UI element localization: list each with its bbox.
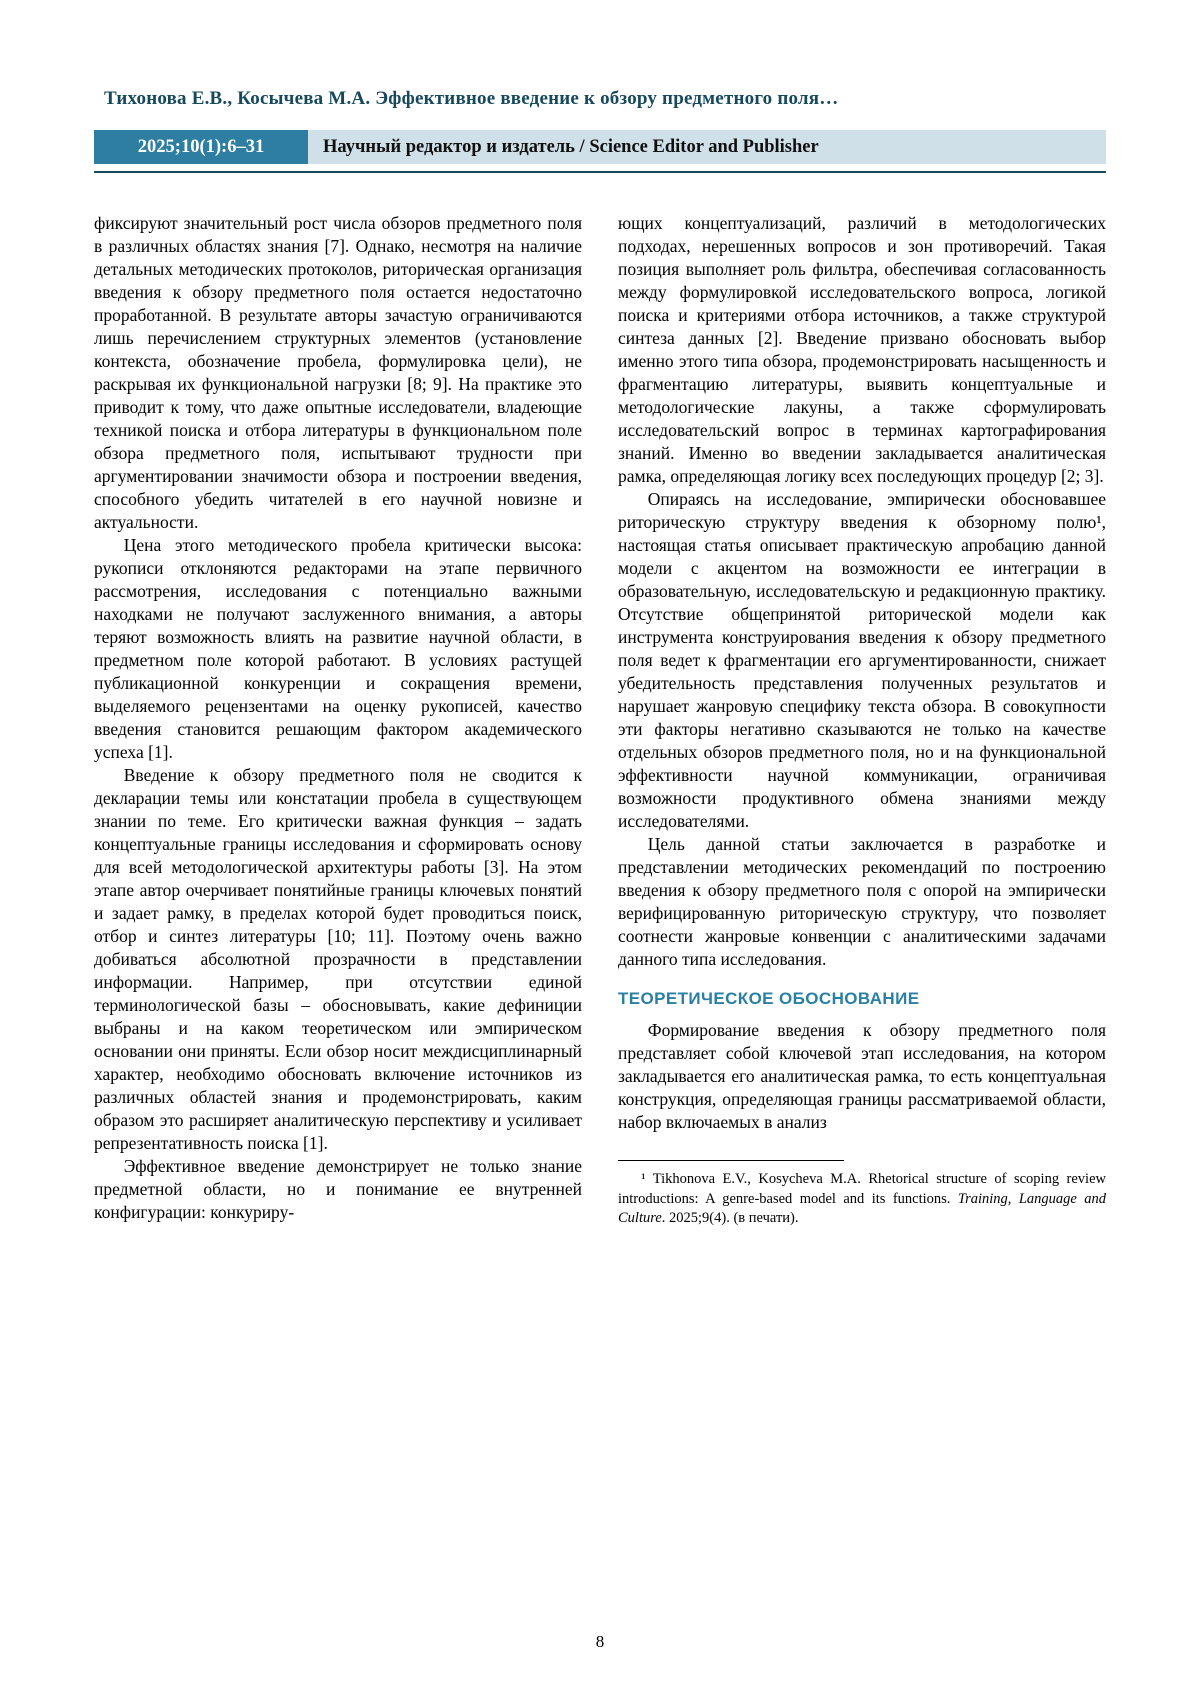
page-header [94, 88, 1106, 173]
paragraph: Опираясь на исследование, эмпирически обосновавшее риторическую структуру введения к обзорному полю¹, настоящая статья описывает практическую апробацию данной модели с акцентом на возможности ее интеграции в образовательную, исследовательскую и редакционную практику. Отсутствие общепринятой риторической модели как инструмента конструирования введения к обзору предметного поля ведет к фрагментации его аргументированности, снижает убедительность представления полученных результатов и нарушает жанровую специфику текста обзора. В совокупности эти факторы негативно сказываются не только на качестве отдельных обзоров предметного поля, но и на функциональной эффективности научной коммуникации, ограничивая возможности продуктивного обмена знаниями между исследователями. [618, 489, 1106, 831]
header-band [94, 130, 1106, 164]
page-footer [0, 1632, 1200, 1652]
paragraph: Введение к обзору предметного поля не сводится к декларации темы или констатации пробела в существующем знании по теме. Его критически важная функция – задать концептуальные границы исследования и сформировать основу для всей методологической архитектуры работы [3]. На этом этапе автор очерчивает понятийные границы ключевых понятий и задает рамку, в пределах которой будет проводиться поиск, отбор и синтез литературы [10; 11]. Поэтому очень важно добиваться абсолютной прозрачности в представлении информации. Например, при отсутствии единой терминологической базы – обосновывать, какие дефиниции выбраны и на каком теоретическом или эмпирическом основании они приняты. Если обзор носит междисциплинарный характер, необходимо обосновать включение источников из различных областей знания и продемонстрировать, каким образом это расширяет аналитическую перспективу и усиливает репрезентативность поиска [1]. [94, 765, 582, 1153]
footnote [618, 1160, 1106, 1229]
header-rule [94, 171, 1106, 173]
left-column [94, 212, 582, 1229]
paragraph: Эффективное введение демонстрирует не только знание предметной области, но и понимание ее внутренней конфигурации: конкуриру- [94, 1156, 582, 1222]
footnote-text [618, 1170, 1106, 1229]
paragraph: Цель данной статьи заключается в разработке и представлении методических рекомендаций по построению введения к обзору предметного поля с опорой на эмпирически верифицированную риторическую структуру, что позволяет соотнести жанровые конвенции с аналитическими задачами данного типа исследования. [618, 834, 1106, 969]
paragraph: Цена этого методического пробела критически высока: рукописи отклоняются редакторами на этапе первичного рассмотрения, исследования с потенциально важными находками не получают заслуженного внимания, а авторы теряют возможность влиять на развитие научной области, в предметном поле которой работают. В условиях растущей публикационной конкуренции и сокращения времени, выделяемого рецензентами на оценку рукописей, качество введения становится решающим фактором академического успеха [1]. [94, 535, 582, 762]
paragraph: ющих концептуализаций, различий в методологических подходах, нерешенных вопросов и зон противоречий. Такая позиция выполняет роль фильтра, обеспечивая согласованность между формулировкой исследовательского вопроса, логикой поиска и критериями отбора источников, а также структурой синтеза данных [2]. Введение призвано обосновать выбор именно этого типа обзора, продемонстрировать насыщенность и фрагментацию литературы, выявить концептуальные и методологические лакуны, а также сформулировать исследовательский вопрос в терминах картографирования знаний. Именно во введении закладывается аналитическая рамка, определяющая логику всех последующих процедур [2; 3]. [618, 213, 1106, 486]
footnote-text-end: . 2025;9(4). (в печати). [661, 1210, 799, 1226]
running-head: Тихонова Е.В., Косычева М.А. Эффективное введение к обзору предметного поля… [104, 88, 839, 109]
footnote-text-start: ¹ Tikhonova E.V., Kosycheva M.A. Rhetorical structure of scoping review introductions: A genre-based model and its functions. [618, 1171, 1106, 1207]
paragraph: фиксируют значительный рост числа обзоров предметного поля в различных областях знания [7]. Однако, несмотря на наличие детальных методических протоколов, риторическая организация введения к обзору предметного поля остается недостаточно проработанной. В результате авторы зачастую ограничиваются лишь перечислением структурных элементов (установление контекста, обозначение пробела, формулировка цели), не раскрывая их функциональной нагрузки [8; 9]. На практике это приводит к тому, что даже опытные исследователи, владеющие техникой поиска и отбора литературы в функциональном поле обзора предметного поля, испытывают трудности при аргументировании значимости обзора и построении введения, способного убедить читателей в его научной новизне и актуальности. [94, 213, 582, 532]
paragraph: Формирование введения к обзору предметного поля представляет собой ключевой этап исследования, на котором закладывается его аналитическая рамка, то есть концептуальная конструкция, определяющая границы рассматриваемой области, набор включаемых в анализ [618, 1020, 1106, 1132]
page-number: 8 [595, 1632, 605, 1651]
right-column [618, 212, 1106, 1229]
journal-name: Научный редактор и издатель / Science Editor and Publisher [308, 130, 1106, 164]
issue-badge: 2025;10(1):6–31 [94, 130, 308, 164]
section-heading: ТЕОРЕТИЧЕСКОЕ ОБОСНОВАНИЕ [618, 989, 920, 1008]
footnote-journal-title: Training, Language and Culture [618, 1190, 1106, 1226]
footnote-rule [618, 1160, 844, 1161]
article-body [94, 212, 1106, 1229]
